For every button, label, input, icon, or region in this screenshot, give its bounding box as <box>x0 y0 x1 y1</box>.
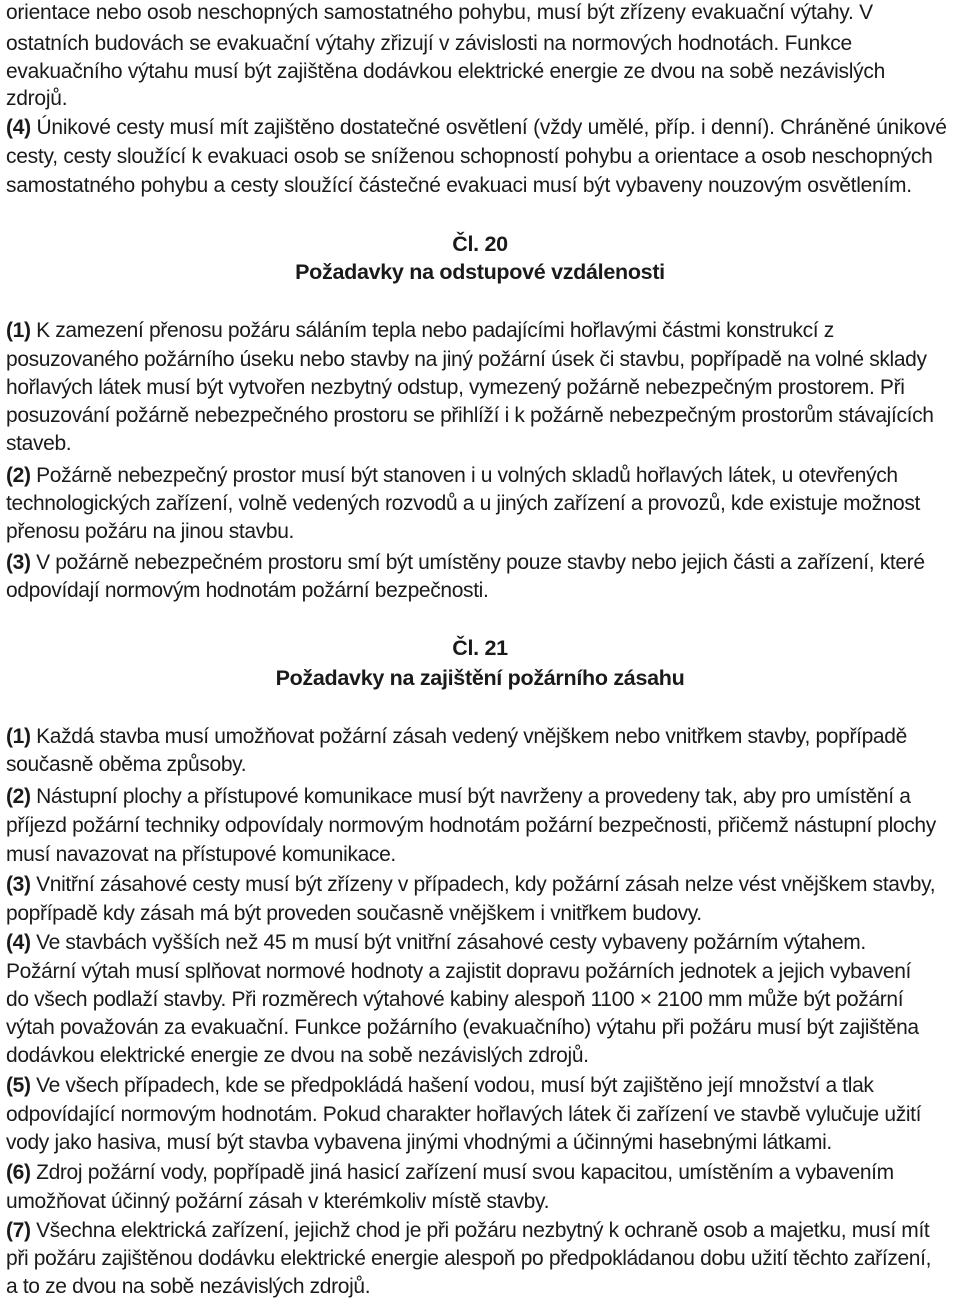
text-line: staveb. <box>6 432 72 455</box>
paragraph-text: Únikové cesty musí mít zajištěno dostatečné osvětlení (vždy umělé, příp. i denní). Chráněné únikové <box>30 116 947 139</box>
paragraph-text: Ve všech případech, kde se předpokládá hašení vodou, musí být zajištěno její množství a tlak <box>30 1074 874 1097</box>
text-line: odpovídající normovým hodnotám. Pokud charakter hořlavých látek či zařízení ve stavbě vylučuje užití <box>6 1103 922 1126</box>
text-line: přenosu požáru na jinou stavbu. <box>6 520 295 543</box>
article-number: Čl. 20 <box>452 232 508 256</box>
paragraph-line <box>6 784 911 810</box>
text-line: orientace nebo osob neschopných samostatného pohybu, musí být zřízeny evakuační výtahy. V <box>6 1 873 24</box>
paragraph-line <box>6 872 935 898</box>
text-line: současně oběma způsoby. <box>6 753 247 776</box>
paragraph-text: Zdroj požární vody, popřípadě jiná hasicí zařízení musí svou kapacitou, umístěním a vybavením <box>30 1161 894 1184</box>
paragraph-number: (4) <box>6 116 31 139</box>
paragraph-line <box>6 463 898 489</box>
text-line: příjezd požární techniky odpovídaly normovým hodnotám požární bezpečnosti, přičemž nástupní plochy <box>6 814 936 837</box>
text-line: zdrojů. <box>6 87 68 110</box>
paragraph-number: (7) <box>6 1219 31 1242</box>
text-line: popřípadě kdy zásah má být proveden současně vnějškem i vnitřkem budovy. <box>6 902 702 925</box>
paragraph-text: V požárně nebezpečném prostoru smí být umístěny pouze stavby nebo jejich části a zařízení, které <box>30 551 925 574</box>
text-line: do všech podlaží stavby. Při rozměrech výtahové kabiny alespoň 1100 × 2100 mm může být požární <box>6 988 904 1011</box>
text-line: cesty, cesty sloužící k evakuaci osob se sníženou schopností pohybu a orientace a osob neschopných <box>6 145 933 168</box>
text-line: a to ze dvou na sobě nezávislých zdrojů. <box>6 1275 371 1298</box>
text-line: musí navazovat na přístupové komunikace. <box>6 843 396 866</box>
paragraph-text: Všechna elektrická zařízení, jejichž chod je při požáru nezbytný k ochraně osob a majetku, musí mít <box>30 1219 930 1242</box>
text-line: vody jako hasiva, musí být stavba vybavena jinými vhodnými a účinnými hasebnými látkami. <box>6 1131 832 1154</box>
text-line: umožňovat účinný požární zásah v kterémkoliv místě stavby. <box>6 1190 550 1213</box>
paragraph-number: (3) <box>6 873 31 896</box>
paragraph-line <box>6 1160 894 1186</box>
text-line: technologických zařízení, volně vedených rozvodů a u jiných zařízení a provozů, kde existuje možnost <box>6 492 921 515</box>
article-title: Požadavky na zajištění požárního zásahu <box>275 666 685 690</box>
text-line: posuzovaného požárního úseku nebo stavby na jiný požární úsek či stavbu, popřípadě na volné sklady <box>6 348 927 371</box>
article-number: Čl. 21 <box>452 636 508 660</box>
text-line: při požáru zajištěnou dodávku elektrické energie alespoň po předpokládanou dobu užití těchto zařízení, <box>6 1247 932 1270</box>
paragraph-line <box>6 930 866 956</box>
paragraph-number: (2) <box>6 785 31 808</box>
paragraph-text: Vnitřní zásahové cesty musí být zřízeny v případech, kdy požární zásah nelze vést vnějškem stavby, <box>30 873 936 896</box>
text-line: ostatních budovách se evakuační výtahy zřizují v závislosti na normových hodnotách. Funkce <box>6 32 852 55</box>
article-title: Požadavky na odstupové vzdálenosti <box>295 260 665 284</box>
paragraph-number: (6) <box>6 1161 31 1184</box>
paragraph-number: (4) <box>6 931 31 954</box>
paragraph-number: (3) <box>6 551 31 574</box>
paragraph-text: Ve stavbách vyšších než 45 m musí být vnitřní zásahové cesty vybaveny požárním výtahem. <box>30 931 866 954</box>
paragraph-line <box>6 550 925 576</box>
paragraph-line <box>6 1218 929 1244</box>
text-line: výtah považován za evakuační. Funkce požárního (evakuačního) výtahu při požáru musí být zajištěna <box>6 1016 919 1039</box>
paragraph-text: Požárně nebezpečný prostor musí být stanoven i u volných skladů hořlavých látek, u otevřených <box>30 464 898 487</box>
text-line: dodávkou elektrické energie ze dvou na sobě nezávislých zdrojů. <box>6 1044 589 1067</box>
text-line: posuzování požárně nebezpečného prostoru se přihlíží i k požárně nebezpečným prostorům stávajících <box>6 404 934 427</box>
paragraph-number: (1) <box>6 725 31 748</box>
paragraph-text: Každá stavba musí umožňovat požární zásah vedený vnějškem nebo vnitřkem stavby, popřípadě <box>30 725 907 748</box>
paragraph-text: Nástupní plochy a přístupové komunikace musí být navrženy a provedeny tak, aby pro umístění a <box>30 785 911 808</box>
paragraph-line <box>6 318 834 344</box>
paragraph-text: K zamezení přenosu požáru sáláním tepla nebo padajícími hořlavými částmi konstrukcí z <box>30 319 834 342</box>
paragraph-number: (2) <box>6 464 31 487</box>
text-line: hořlavých látek musí být vytvořen nezbytný odstup, vymezený požárně nebezpečným prostorem. Při <box>6 376 905 399</box>
paragraph-number: (1) <box>6 319 31 342</box>
text-line: Požární výtah musí splňovat normové hodnoty a zajistit dopravu požárních jednotek a jejich vybavení <box>6 960 912 983</box>
paragraph-line <box>6 724 907 750</box>
text-line: samostatného pohybu a cesty sloužící částečné evakuaci musí být vybaveny nouzovým osvětlením. <box>6 174 912 197</box>
text-line: evakuačního výtahu musí být zajištěna dodávkou elektrické energie ze dvou na sobě nezávislých <box>6 60 886 83</box>
text-line: odpovídají normovým hodnotám požární bezpečnosti. <box>6 579 489 602</box>
paragraph-line <box>6 115 947 141</box>
paragraph-line <box>6 1073 874 1099</box>
paragraph-number: (5) <box>6 1074 31 1097</box>
